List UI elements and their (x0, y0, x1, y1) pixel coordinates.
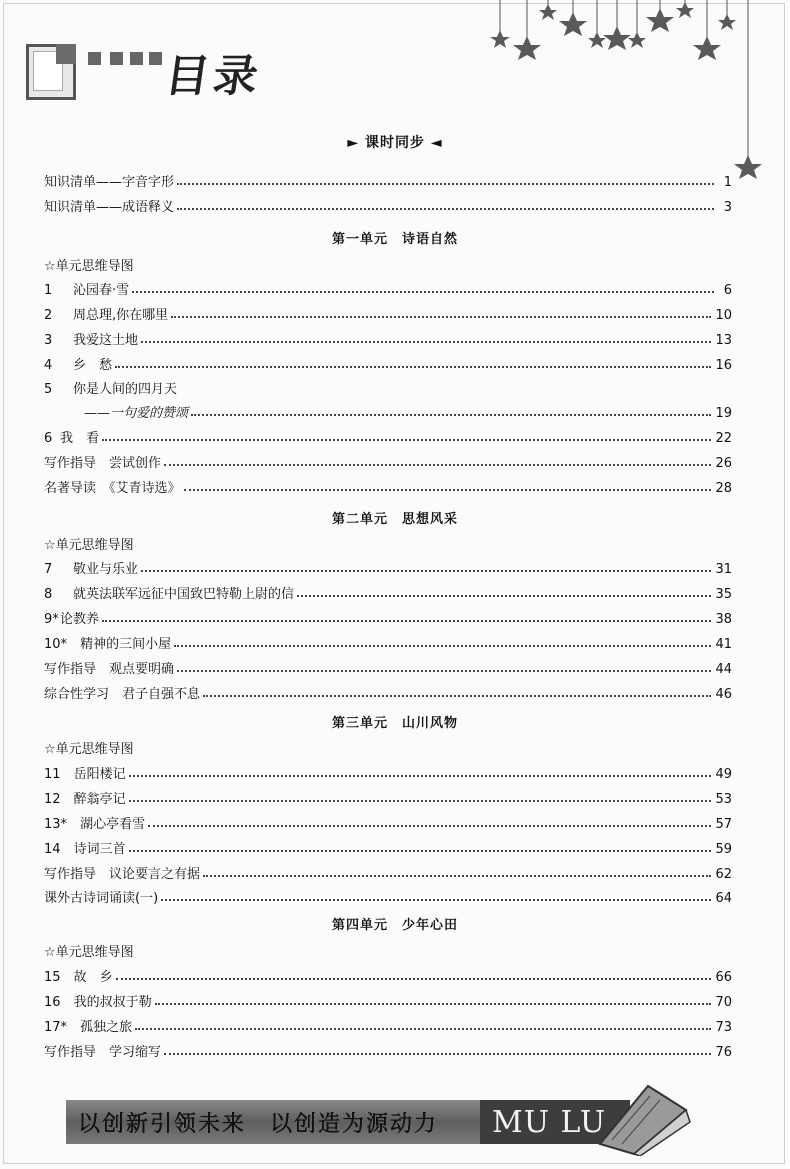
toc-entry-text: 名著导读 《艾青诗选》 (44, 481, 181, 496)
toc-row[interactable] (44, 655, 732, 677)
toc-entry-text: 写作指导 尝试创作 (44, 456, 162, 471)
toc-page: 35 (715, 587, 732, 602)
toc-row[interactable] (44, 988, 732, 1010)
toc-page: 49 (715, 767, 732, 782)
toc-row[interactable] (44, 810, 732, 832)
toc-page: 13 (715, 333, 732, 348)
toc-page: 53 (715, 792, 732, 807)
toc-number: 9* (44, 612, 59, 627)
toc-number: 3 (44, 333, 53, 348)
unit-heading: 第一单元 诗语自然 (331, 232, 458, 247)
open-book-icon (590, 1066, 700, 1156)
toc-number: 8 (44, 587, 53, 602)
toc-number: 7 (44, 562, 53, 577)
toc-entry-text: 写作指导 议论要言之有据 (44, 867, 201, 882)
toc-page: 38 (715, 612, 732, 627)
toc-row[interactable] (44, 630, 732, 652)
toc-entry-text: ——一句爱的赞颂 (84, 406, 189, 421)
toc-row[interactable] (44, 351, 732, 373)
toc-entry-text: 敬业与乐业 (73, 562, 139, 577)
toc-row[interactable] (44, 760, 732, 782)
toc-row[interactable] (44, 449, 732, 471)
toc-page: 28 (715, 481, 732, 496)
toc-entry-text: 精神的三间小屋 (80, 637, 172, 652)
toc-entry-text: 故 乡 (73, 970, 113, 985)
toc-page: 57 (715, 817, 732, 832)
toc-row[interactable] (44, 884, 732, 906)
toc-row[interactable] (44, 474, 732, 496)
toc-number: 15 (44, 970, 61, 985)
toc-entry-text: 论教养 (60, 612, 100, 627)
toc-row[interactable] (44, 193, 732, 215)
toc-entry-text: 乡 愁 (73, 358, 113, 373)
toc-row[interactable] (44, 375, 732, 397)
toc-row[interactable] (44, 963, 732, 985)
toc-row[interactable] (44, 735, 732, 757)
toc-entry-text: 课外古诗词诵读(一) (44, 891, 159, 906)
toc-page: 26 (715, 456, 732, 471)
toc-entry-text: ☆单元思维导图 (44, 259, 134, 274)
toc-entry-text: 湖心亭看雪 (80, 817, 146, 832)
toc-entry-text: ☆单元思维导图 (44, 538, 134, 553)
toc-row[interactable] (44, 938, 732, 960)
toc-row[interactable] (44, 860, 732, 882)
toc-row[interactable] (44, 680, 732, 702)
toc-number: 16 (44, 995, 61, 1010)
toc-page: 41 (715, 637, 732, 652)
toc-entry-text: 沁园春·雪 (73, 283, 130, 298)
toc-entry-text: 诗词三首 (73, 842, 126, 857)
toc-page: 3 (723, 200, 732, 215)
toc-page: 44 (715, 662, 732, 677)
toc-row[interactable] (44, 168, 732, 190)
toc-number: 1 (44, 283, 53, 298)
toc-page: 31 (715, 562, 732, 577)
toc-page: 70 (715, 995, 732, 1010)
toc-row[interactable] (44, 555, 732, 577)
unit-heading: 第二单元 思想风采 (331, 512, 458, 527)
toc-row[interactable] (44, 835, 732, 857)
toc-page: 22 (715, 431, 732, 446)
toc-entry-text: 写作指导 观点要明确 (44, 662, 175, 677)
toc-row[interactable] (44, 301, 732, 323)
toc-page: 62 (715, 867, 732, 882)
toc-number: 13* (44, 817, 68, 832)
toc-row[interactable] (44, 399, 732, 421)
toc-row[interactable] (44, 276, 732, 298)
toc-entry-text: 综合性学习 君子自强不息 (44, 687, 201, 702)
footer-slogan: 以创新引领未来 以创造为源动力 (78, 1111, 439, 1137)
toc-entry-text: 孤独之旅 (80, 1020, 133, 1035)
toc-page: 64 (715, 891, 732, 906)
toc-number: 12 (44, 792, 61, 807)
toc-entry-text: 知识清单——成语释义 (44, 200, 175, 215)
toc-number: 6 (44, 431, 53, 446)
toc-page: 59 (715, 842, 732, 857)
toc-row[interactable] (44, 1013, 732, 1035)
toc-entry-text: 我爱这土地 (73, 333, 139, 348)
toc-page: 16 (715, 358, 732, 373)
toc-number: 5 (44, 382, 53, 397)
footer-slogan-banner (66, 1100, 498, 1144)
toc-entry-text: 我的叔叔于勒 (73, 995, 152, 1010)
toc-number: 17* (44, 1020, 68, 1035)
toc-number: 2 (44, 308, 53, 323)
toc-entry-text: 写作指导 学习缩写 (44, 1045, 162, 1060)
toc-entry-text: ☆单元思维导图 (44, 945, 134, 960)
toc-entry-text: 岳阳楼记 (73, 767, 126, 782)
toc-number: 11 (44, 767, 61, 782)
toc-entry-text: 周总理,你在哪里 (73, 308, 169, 323)
unit-heading: 第四单元 少年心田 (331, 918, 458, 933)
page-title: 目录 (161, 51, 265, 102)
toc-entry-text: 就英法联军远征中国致巴特勒上尉的信 (73, 587, 295, 602)
toc-number: 14 (44, 842, 61, 857)
toc-page: 10 (715, 308, 732, 323)
mulu-label: MU LU (492, 1105, 607, 1140)
toc-row[interactable] (44, 531, 732, 553)
toc-row[interactable] (44, 424, 732, 446)
toc-page: 73 (715, 1020, 732, 1035)
toc-page: 76 (715, 1045, 732, 1060)
toc-page: 19 (715, 406, 732, 421)
toc-page: 66 (715, 970, 732, 985)
toc-row[interactable] (44, 252, 732, 274)
toc-page: 1 (723, 175, 732, 190)
toc-row[interactable] (44, 326, 732, 348)
toc-row[interactable] (44, 1038, 732, 1060)
toc-entry-text: 知识清单——字音字形 (44, 175, 175, 190)
toc-row[interactable] (44, 580, 732, 602)
toc-entry-text: ☆单元思维导图 (44, 742, 134, 757)
toc-page: 6 (723, 283, 732, 298)
toc-row[interactable] (44, 605, 732, 627)
toc-row[interactable] (44, 785, 732, 807)
section-heading: ► 课时同步 ◄ (347, 135, 443, 151)
toc-entry-text: 我 看 (60, 431, 100, 446)
unit-heading: 第三单元 山川风物 (331, 716, 458, 731)
toc-entry-text: 醉翁亭记 (73, 792, 126, 807)
toc-page: 46 (715, 687, 732, 702)
toc-number: 10* (44, 637, 68, 652)
toc-entry-text: 你是人间的四月天 (73, 382, 178, 397)
toc-number: 4 (44, 358, 53, 373)
